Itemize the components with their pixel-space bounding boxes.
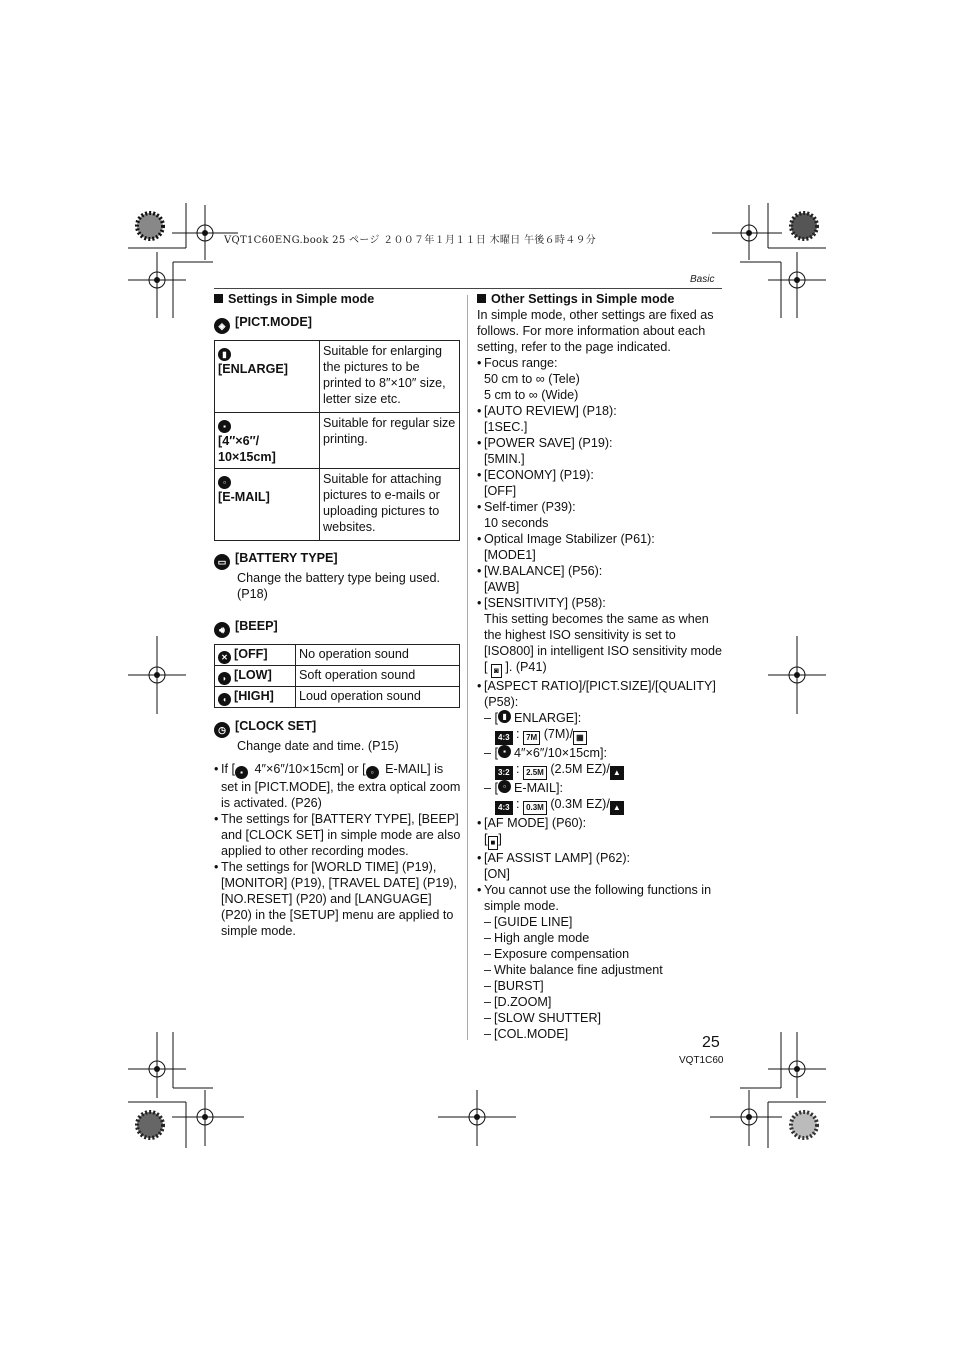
disabled-function: – Exposure compensation	[484, 947, 630, 961]
email-icon: ▫	[366, 766, 379, 779]
beep-off-icon: ✕	[218, 651, 231, 664]
battery-title: ▭ [BATTERY TYPE]	[214, 550, 462, 570]
beep-row-desc: No operation sound	[296, 645, 460, 666]
clock-title: ◷ [CLOCK SET]	[214, 718, 462, 738]
aspect-values: 4:3 : 0.3M (0.3M EZ)/ ▲	[477, 796, 723, 815]
table-row	[215, 413, 460, 469]
email-icon: ▫	[498, 780, 511, 793]
setting-item: • [AUTO REVIEW] (P18): [1SEC.]	[477, 404, 617, 434]
pict-row-desc: Suitable for regular size printing.	[320, 413, 460, 469]
aspect-ratio-icon: 4:3	[495, 731, 513, 745]
square-bullet-icon	[214, 294, 223, 303]
book-header-line: VQT1C60ENG.book 25 ページ ２００７年１月１１日 木曜日 午後６時４９分	[224, 235, 597, 246]
table-row	[215, 666, 460, 687]
setting-item: • [W.BALANCE] (P56): [AWB]	[477, 564, 603, 594]
page-number: 25	[702, 1034, 720, 1051]
clock-desc: Change date and time. (P15)	[237, 739, 399, 753]
pict-row-desc: Suitable for attaching pictures to e-mails or uploading pictures to websites.	[320, 469, 460, 541]
header-rule	[214, 288, 722, 289]
table-row	[215, 469, 460, 541]
pict-row-desc: Suitable for enlarging the pictures to be printed to 8″×10″ size, letter size etc.	[320, 341, 460, 413]
left-heading: Settings in Simple mode	[214, 291, 462, 307]
speaker-icon: 🔊︎	[214, 622, 230, 638]
pict-mode-icon: ◈	[214, 318, 230, 334]
square-bullet-icon	[477, 294, 486, 303]
quality-standard-icon: ▲	[610, 801, 624, 815]
aspect-values: 4:3 : 7M (7M)/ ▦	[477, 726, 723, 745]
setting-item: • Self-timer (P39): 10 seconds	[477, 500, 576, 530]
note-item: • The settings for [BATTERY TYPE], [BEEP] and [CLOCK SET] in simple mode are also applied to other recording modes.	[214, 812, 461, 858]
disabled-function: – [GUIDE LINE]	[484, 915, 573, 929]
beep-row-label: ✕ [OFF]	[215, 645, 296, 666]
table-row	[215, 645, 460, 666]
beep-row-desc: Soft operation sound	[296, 666, 460, 687]
table-row	[215, 687, 460, 708]
note-item: • The settings for [WORLD TIME] (P19), [MONITOR] (P19), [TRAVEL DATE] (P19), [NO.RESET] (P20) and [LANGUAGE] (P20) in the [SETUP] menu are applied to simple mode.	[214, 860, 458, 938]
left-column	[214, 291, 462, 939]
section-tag: Basic	[690, 274, 715, 285]
beep-high-icon: ◖	[218, 693, 231, 706]
aspect-values: 3:2 : 2.5M (2.5M EZ)/ ▲	[477, 761, 723, 780]
disabled-function: – White balance fine adjustment	[484, 963, 663, 977]
beep-table	[214, 644, 460, 708]
email-icon: ▫	[218, 476, 231, 489]
beep-row-desc: Loud operation sound	[296, 687, 460, 708]
right-column	[477, 291, 723, 1042]
right-heading: Other Settings in Simple mode	[477, 291, 723, 307]
setting-item: • Optical Image Stabilizer (P61): [MODE1]	[477, 532, 655, 562]
enlarge-icon: ▮	[218, 348, 231, 361]
beep-row-label: ◗ [LOW]	[215, 666, 296, 687]
disabled-function: – [D.ZOOM]	[484, 995, 552, 1009]
enlarge-icon: ▮	[498, 710, 511, 723]
picture-size-icon: 7M	[523, 731, 540, 745]
aspect-ratio-icon: 3:2	[495, 766, 513, 780]
pict-row-label: ▫ [E-MAIL]	[215, 469, 320, 541]
setting-item: • Focus range: 50 cm to ∞ (Tele) 5 cm to ∞ (Wide)	[477, 356, 580, 402]
disabled-function: – High angle mode	[484, 931, 590, 945]
quality-fine-icon: ▦	[573, 731, 587, 745]
note-item: • If [ ▪ 4″×6″/10×15cm] or [ ▫ E-MAIL] is set in [PICT.MODE], the extra optical zoom is activated. (P26)	[214, 762, 461, 810]
picture-size-icon: 2.5M	[523, 766, 547, 780]
pict-row-label: ▮ [ENLARGE]	[215, 341, 320, 413]
print-4x6-icon: ▪	[218, 420, 231, 433]
setting-item: • You cannot use the following functions in simple mode.	[477, 883, 712, 913]
setting-item: • [SENSITIVITY] (P58): This setting becomes the same as when the highest ISO sensitivity is set to [ISO800] in intelligent ISO sensitivity mode [ ◙ ]. (P41)	[477, 595, 723, 678]
disabled-function: – [COL.MODE]	[484, 1027, 569, 1041]
intelligent-iso-icon: ◙	[491, 664, 502, 678]
aspect-item: – [ ▫ E-MAIL]:	[484, 781, 564, 795]
quality-standard-icon: ▲	[610, 766, 624, 780]
picture-size-icon: 0.3M	[523, 801, 547, 815]
aspect-item: – [ ▮ ENLARGE]:	[484, 711, 582, 725]
setting-item: • [ECONOMY] (P19): [OFF]	[477, 468, 594, 498]
disabled-function: – [BURST]	[484, 979, 544, 993]
print-4x6-icon: ▪	[498, 745, 511, 758]
column-separator	[467, 295, 468, 1040]
disabled-function: – [SLOW SHUTTER]	[484, 1011, 602, 1025]
setting-item: • [AF MODE] (P60): [ ■ ]	[477, 815, 723, 850]
aspect-item: – [ ▪ 4″×6″/10×15cm]:	[484, 746, 607, 760]
print-4x6-icon: ▪	[235, 766, 248, 779]
beep-row-label: ◖ [HIGH]	[215, 687, 296, 708]
setting-item: • [POWER SAVE] (P19): [5MIN.]	[477, 436, 613, 466]
setting-item: • [ASPECT RATIO]/[PICT.SIZE]/[QUALITY] (P58):	[477, 679, 716, 709]
pict-row-label: ▪ [4″×6″/ 10×15cm]	[215, 413, 320, 469]
table-row	[215, 341, 460, 413]
aspect-ratio-icon: 4:3	[495, 801, 513, 815]
pict-mode-table	[214, 340, 460, 541]
beep-title: 🔊︎ [BEEP]	[214, 618, 462, 638]
page-code: VQT1C60	[679, 1055, 724, 1066]
af-1-area-icon: ■	[488, 836, 499, 850]
setting-item: • [AF ASSIST LAMP] (P62): [ON]	[477, 851, 631, 881]
battery-desc: Change the battery type being used. (P18)	[237, 571, 441, 601]
beep-low-icon: ◗	[218, 672, 231, 685]
battery-icon: ▭	[214, 554, 230, 570]
clock-icon: ◷	[214, 722, 230, 738]
right-intro: In simple mode, other settings are fixed as follows. For more information about each setting, refer to the page indicated.	[477, 308, 714, 354]
pict-mode-title: ◈ [PICT.MODE]	[214, 314, 462, 334]
